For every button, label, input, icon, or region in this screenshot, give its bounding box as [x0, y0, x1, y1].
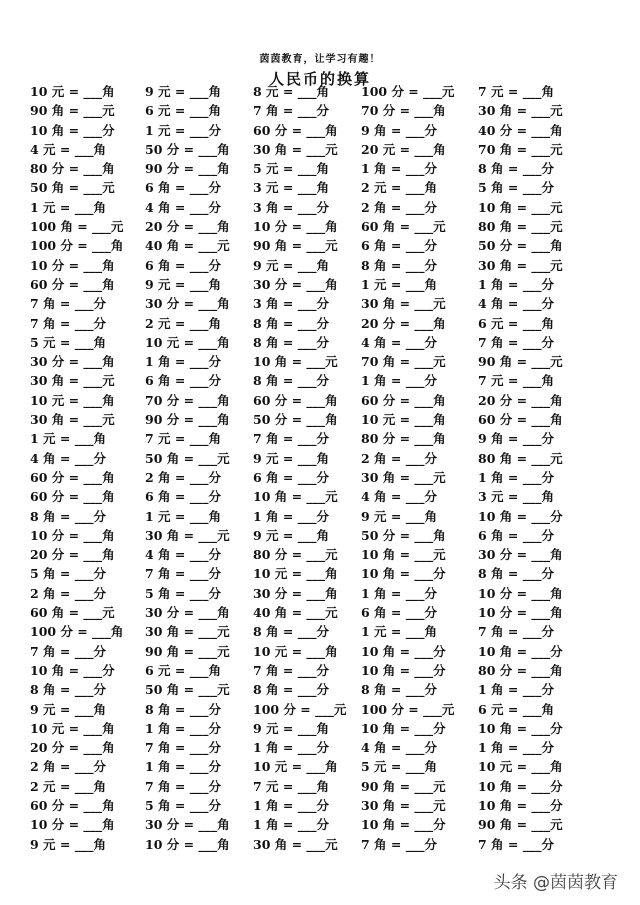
- exercise-item: 1 元 = ___角: [145, 508, 221, 524]
- exercise-item: 80 分 = ___角: [478, 662, 563, 678]
- exercise-item: 10 分 = ___角: [253, 219, 338, 235]
- exercise-item: 10 角 = ___元: [361, 547, 446, 563]
- exercise-item: 10 角 = ___分: [478, 720, 563, 736]
- exercise-item: 40 角 = ___元: [145, 238, 230, 254]
- exercise-item: 10 元 = ___角: [253, 759, 338, 775]
- exercise-item: 1 角 = ___分: [253, 740, 329, 756]
- exercise-item: 80 分 = ___角: [361, 431, 446, 447]
- exercise-item: 5 角 = ___分: [145, 585, 221, 601]
- exercise-item: 10 元 = ___角: [30, 392, 115, 408]
- exercise-item: 4 角 = ___分: [30, 450, 106, 466]
- exercise-item: 10 角 = ___分: [361, 662, 446, 678]
- exercise-item: 60 分 = ___角: [30, 469, 115, 485]
- exercise-item: 40 角 = ___元: [253, 605, 338, 621]
- exercise-item: 6 角 = ___分: [145, 257, 221, 273]
- exercise-item: 7 角 = ___分: [30, 296, 106, 312]
- exercise-item: 10 角 = ___元: [478, 199, 563, 215]
- exercise-item: 10 元 = ___角: [30, 720, 115, 736]
- exercise-item: 30 角 = ___元: [30, 412, 115, 428]
- exercise-item: 30 角 = ___元: [253, 836, 338, 852]
- exercise-item: 8 角 = ___分: [253, 373, 329, 389]
- exercise-item: 1 角 = ___分: [145, 354, 221, 370]
- exercise-item: 9 元 = ___角: [253, 257, 329, 273]
- exercise-item: 60 分 = ___角: [30, 797, 115, 813]
- exercise-item: 6 角 = ___分: [253, 469, 329, 485]
- exercise-item: 30 分 = ___角: [145, 296, 230, 312]
- exercise-item: 30 分 = ___角: [145, 817, 230, 833]
- exercise-item: 10 元 = ___角: [478, 759, 563, 775]
- exercise-item: 9 元 = ___角: [30, 836, 106, 852]
- exercise-item: 2 角 = ___分: [361, 450, 437, 466]
- exercise-item: 5 元 = ___角: [361, 759, 437, 775]
- exercise-item: 7 角 = ___分: [145, 778, 221, 794]
- exercise-item: 30 角 = ___元: [361, 469, 446, 485]
- exercise-item: 5 元 = ___角: [253, 161, 329, 177]
- exercise-item: 2 角 = ___分: [30, 585, 106, 601]
- exercise-item: 70 分 = ___角: [361, 103, 446, 119]
- page-title: 人民币的换算: [268, 70, 371, 88]
- exercise-item: 90 角 = ___元: [253, 238, 338, 254]
- exercise-item: 5 角 = ___分: [30, 566, 106, 582]
- exercise-item: 70 角 = ___元: [478, 141, 563, 157]
- exercise-item: 9 元 = ___角: [30, 701, 106, 717]
- exercise-item: 30 角 = ___元: [30, 373, 115, 389]
- exercise-item: 10 角 = ___分: [478, 508, 563, 524]
- exercise-item: 1 角 = ___分: [361, 585, 437, 601]
- exercise-item: 80 角 = ___元: [478, 450, 563, 466]
- exercise-item: 7 角 = ___分: [30, 315, 106, 331]
- exercise-item: 6 角 = ___分: [145, 373, 221, 389]
- exercise-item: 2 角 = ___分: [145, 469, 221, 485]
- exercise-item: 30 分 = ___角: [145, 605, 230, 621]
- exercise-item: 6 元 = ___角: [478, 701, 554, 717]
- exercise-item: 10 角 = ___分: [478, 797, 563, 813]
- exercise-item: 8 角 = ___分: [253, 334, 329, 350]
- exercise-item: 30 分 = ___角: [253, 585, 338, 601]
- exercise-item: 7 元 = ___角: [253, 778, 329, 794]
- exercise-item: 80 分 = ___角: [30, 161, 115, 177]
- exercise-item: 1 元 = ___角: [361, 624, 437, 640]
- exercise-item: 7 角 = ___分: [478, 624, 554, 640]
- exercise-item: 4 角 = ___分: [361, 740, 437, 756]
- exercise-item: 90 角 = ___元: [478, 817, 563, 833]
- exercise-item: 3 角 = ___分: [253, 296, 329, 312]
- exercise-item: 4 角 = ___分: [361, 489, 437, 505]
- exercise-item: 60 角 = ___元: [361, 219, 446, 235]
- exercise-item: 100 分 = ___元: [361, 84, 455, 99]
- exercise-item: 60 分 = ___角: [478, 412, 563, 428]
- exercise-item: 10 分 = ___角: [478, 585, 563, 601]
- exercise-item: 90 分 = ___角: [145, 412, 230, 428]
- exercise-item: 30 角 = ___元: [361, 797, 446, 813]
- exercise-item: 10 元 = ___角: [30, 84, 115, 99]
- exercise-grid: [30, 82, 610, 858]
- exercise-item: 8 角 = ___分: [478, 161, 554, 177]
- exercise-item: 8 角 = ___分: [361, 682, 437, 698]
- exercise-item: 10 分 = ___角: [30, 527, 115, 543]
- exercise-item: 3 元 = ___角: [253, 180, 329, 196]
- exercise-item: 60 分 = ___角: [253, 122, 338, 138]
- exercise-item: 90 角 = ___元: [361, 778, 446, 794]
- exercise-item: 30 角 = ___元: [253, 141, 338, 157]
- exercise-item: 30 分 = ___角: [30, 354, 115, 370]
- exercise-item: 9 角 = ___分: [361, 122, 437, 138]
- exercise-item: 100 分 = ___元: [361, 701, 455, 717]
- exercise-item: 10 角 = ___分: [30, 662, 115, 678]
- exercise-item: 10 角 = ___分: [478, 643, 563, 659]
- exercise-item: 4 元 = ___角: [30, 141, 106, 157]
- exercise-item: 8 角 = ___分: [361, 257, 437, 273]
- exercise-item: 1 角 = ___分: [478, 469, 554, 485]
- exercise-item: 3 角 = ___分: [253, 199, 329, 215]
- exercise-item: 9 元 = ___角: [145, 276, 221, 292]
- exercise-item: 6 元 = ___角: [145, 103, 221, 119]
- exercise-item: 7 角 = ___分: [253, 431, 329, 447]
- exercise-item: 8 角 = ___分: [30, 682, 106, 698]
- exercise-item: 50 分 = ___角: [361, 527, 446, 543]
- exercise-item: 4 角 = ___分: [478, 296, 554, 312]
- exercise-item: 10 分 = ___角: [30, 257, 115, 273]
- exercise-item: 6 元 = ___角: [145, 662, 221, 678]
- exercise-item: 3 元 = ___角: [478, 489, 554, 505]
- exercise-item: 5 元 = ___角: [30, 334, 106, 350]
- exercise-item: 1 元 = ___角: [361, 276, 437, 292]
- exercise-item: 60 分 = ___角: [30, 489, 115, 505]
- exercise-item: 100 角 = ___元: [30, 219, 124, 235]
- exercise-item: 7 角 = ___分: [253, 103, 329, 119]
- exercise-item: 10 元 = ___角: [253, 643, 338, 659]
- exercise-item: 50 角 = ___元: [30, 180, 115, 196]
- exercise-item: 90 角 = ___元: [145, 643, 230, 659]
- exercise-item: 1 角 = ___分: [361, 161, 437, 177]
- exercise-item: 1 角 = ___分: [253, 797, 329, 813]
- exercise-item: 1 角 = ___分: [478, 740, 554, 756]
- exercise-item: 6 角 = ___分: [361, 605, 437, 621]
- exercise-item: 30 角 = ___元: [145, 624, 230, 640]
- exercise-item: 8 角 = ___分: [145, 701, 221, 717]
- exercise-item: 90 角 = ___元: [30, 103, 115, 119]
- exercise-item: 8 角 = ___分: [253, 315, 329, 331]
- exercise-item: 50 分 = ___角: [253, 412, 338, 428]
- exercise-item: 60 角 = ___元: [30, 605, 115, 621]
- exercise-item: 10 元 = ___角: [253, 566, 338, 582]
- exercise-item: 6 角 = ___分: [361, 238, 437, 254]
- exercise-item: 30 角 = ___元: [361, 296, 446, 312]
- exercise-item: 90 分 = ___角: [145, 161, 230, 177]
- exercise-item: 4 角 = ___分: [361, 334, 437, 350]
- exercise-item: 20 分 = ___角: [30, 547, 115, 563]
- exercise-item: 20 分 = ___角: [478, 392, 563, 408]
- exercise-item: 70 分 = ___角: [145, 392, 230, 408]
- exercise-item: 8 角 = ___分: [253, 624, 329, 640]
- exercise-item: 50 角 = ___元: [145, 450, 230, 466]
- exercise-item: 10 角 = ___分: [361, 817, 446, 833]
- exercise-item: 30 角 = ___元: [478, 257, 563, 273]
- exercise-item: 7 角 = ___分: [478, 836, 554, 852]
- exercise-item: 9 元 = ___角: [145, 84, 221, 99]
- exercise-item: 50 分 = ___角: [478, 238, 563, 254]
- exercise-item: 10 角 = ___分: [361, 566, 446, 582]
- exercise-item: 4 角 = ___分: [145, 199, 221, 215]
- exercise-item: 7 元 = ___角: [478, 84, 554, 99]
- exercise-item: 20 分 = ___角: [30, 740, 115, 756]
- exercise-item: 80 角 = ___元: [478, 219, 563, 235]
- exercise-item: 90 角 = ___元: [478, 354, 563, 370]
- exercise-item: 8 角 = ___分: [478, 566, 554, 582]
- exercise-item: 9 元 = ___角: [361, 508, 437, 524]
- exercise-item: 5 角 = ___分: [478, 180, 554, 196]
- exercise-item: 10 分 = ___角: [478, 605, 563, 621]
- exercise-item: 7 角 = ___分: [145, 740, 221, 756]
- exercise-item: 10 角 = ___元: [253, 489, 338, 505]
- exercise-item: 50 角 = ___元: [145, 682, 230, 698]
- exercise-item: 10 角 = ___元: [253, 354, 338, 370]
- exercise-item: 4 角 = ___分: [145, 547, 221, 563]
- exercise-item: 60 分 = ___角: [30, 276, 115, 292]
- exercise-item: 2 元 = ___角: [145, 315, 221, 331]
- exercise-item: 100 分 = ___元: [253, 701, 347, 717]
- exercise-item: 7 角 = ___分: [361, 836, 437, 852]
- exercise-item: 10 元 = ___角: [361, 412, 446, 428]
- exercise-item: 6 角 = ___分: [145, 489, 221, 505]
- exercise-item: 1 元 = ___分: [145, 122, 221, 138]
- exercise-item: 9 元 = ___角: [253, 720, 329, 736]
- exercise-item: 30 角 = ___元: [145, 527, 230, 543]
- exercise-item: 6 角 = ___分: [478, 527, 554, 543]
- exercise-item: 10 角 = ___分: [30, 122, 115, 138]
- exercise-item: 8 元 = ___角: [253, 84, 329, 99]
- exercise-item: 8 角 = ___分: [253, 682, 329, 698]
- watermark: 头条 @茵茵教育: [493, 873, 618, 893]
- exercise-item: 8 角 = ___分: [30, 508, 106, 524]
- exercise-item: 7 角 = ___分: [478, 334, 554, 350]
- exercise-item: 7 角 = ___分: [145, 566, 221, 582]
- exercise-item: 10 角 = ___分: [361, 643, 446, 659]
- exercise-item: 7 角 = ___分: [30, 643, 106, 659]
- exercise-item: 1 角 = ___分: [145, 720, 221, 736]
- exercise-item: 6 元 = ___角: [478, 315, 554, 331]
- header-slogan: 茵茵教育，让学习有趣！: [259, 54, 381, 65]
- exercise-item: 1 角 = ___分: [361, 373, 437, 389]
- exercise-item: 2 元 = ___角: [30, 778, 106, 794]
- exercise-item: 6 角 = ___分: [145, 180, 221, 196]
- exercise-item: 30 分 = ___角: [478, 547, 563, 563]
- exercise-item: 5 角 = ___分: [145, 797, 221, 813]
- exercise-item: 60 分 = ___角: [253, 392, 338, 408]
- exercise-item: 1 角 = ___分: [145, 759, 221, 775]
- exercise-item: 1 角 = ___分: [478, 276, 554, 292]
- exercise-item: 2 角 = ___分: [361, 199, 437, 215]
- exercise-item: 9 元 = ___角: [253, 450, 329, 466]
- exercise-item: 1 角 = ___分: [478, 682, 554, 698]
- exercise-item: 2 角 = ___分: [30, 759, 106, 775]
- exercise-item: 100 分 = ___角: [30, 624, 124, 640]
- exercise-item: 80 分 = ___元: [253, 547, 338, 563]
- exercise-item: 1 元 = ___角: [30, 199, 106, 215]
- exercise-item: 30 分 = ___角: [253, 276, 338, 292]
- exercise-item: 70 角 = ___元: [361, 354, 446, 370]
- exercise-item: 1 角 = ___分: [253, 508, 329, 524]
- exercise-item: 40 分 = ___角: [478, 122, 563, 138]
- exercise-item: 100 分 = ___角: [30, 238, 124, 254]
- exercise-item: 50 分 = ___角: [145, 141, 230, 157]
- exercise-item: 1 角 = ___分: [253, 817, 329, 833]
- exercise-item: 9 角 = ___分: [478, 431, 554, 447]
- exercise-item: 30 角 = ___元: [478, 103, 563, 119]
- exercise-item: 20 分 = ___角: [361, 315, 446, 331]
- exercise-item: 7 元 = ___角: [145, 431, 221, 447]
- exercise-item: 10 元 = ___角: [145, 334, 230, 350]
- exercise-item: 7 元 = ___角: [478, 373, 554, 389]
- exercise-item: 2 元 = ___角: [361, 180, 437, 196]
- exercise-item: 10 分 = ___角: [30, 817, 115, 833]
- exercise-item: 20 分 = ___角: [145, 219, 230, 235]
- exercise-item: 60 分 = ___角: [361, 392, 446, 408]
- exercise-item: 1 元 = ___角: [30, 431, 106, 447]
- exercise-item: 20 元 = ___角: [361, 141, 446, 157]
- exercise-item: 10 角 = ___分: [478, 778, 563, 794]
- exercise-item: 9 元 = ___角: [253, 527, 329, 543]
- exercise-item: 10 分 = ___角: [145, 836, 230, 852]
- exercise-item: 10 角 = ___分: [361, 720, 446, 736]
- exercise-item: 7 角 = ___分: [253, 662, 329, 678]
